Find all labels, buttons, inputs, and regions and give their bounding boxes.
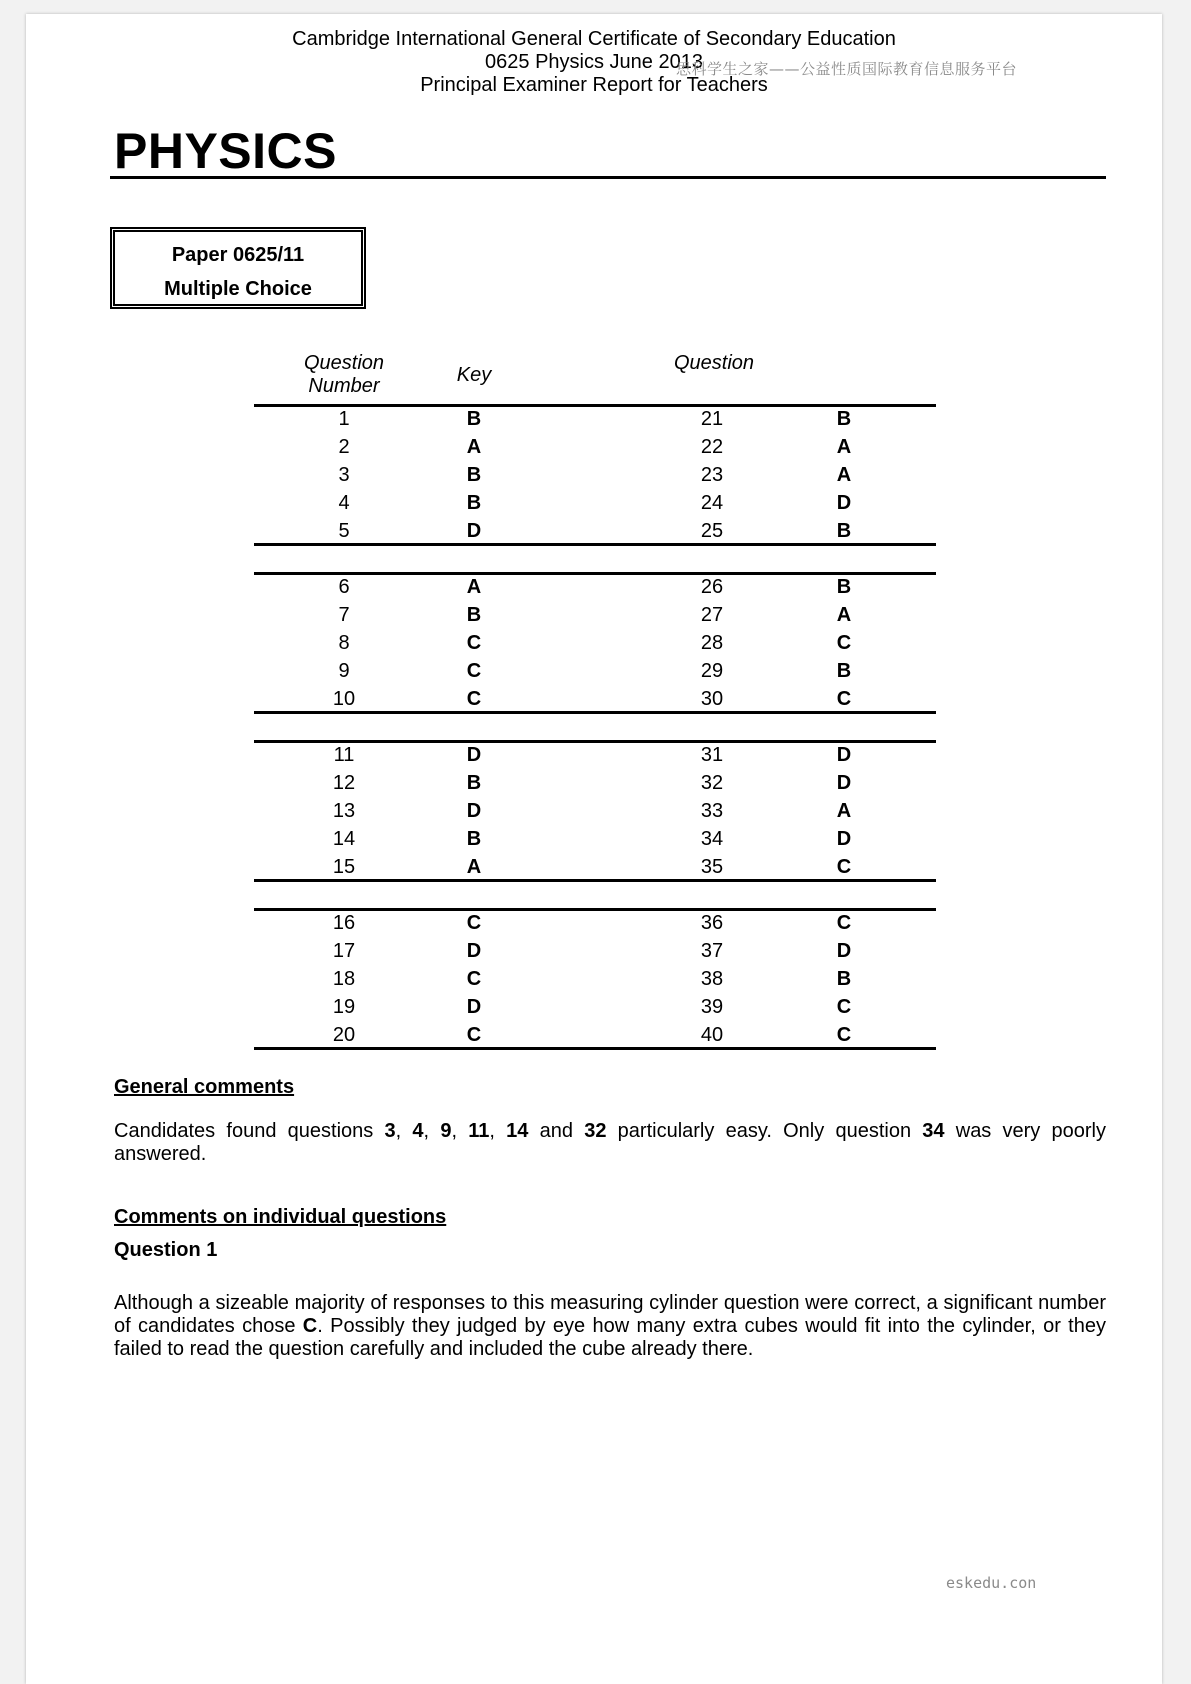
table-rule [254,908,936,911]
question-number-cell: 8 [338,632,350,654]
question-number-cell: 12 [332,772,356,794]
question-number-cell: 22 [700,436,724,458]
answer-key-cell: D [466,996,482,1018]
question-number-cell: 20 [332,1024,356,1046]
answer-key-cell: B [466,772,482,794]
answer-key-cell: D [836,772,852,794]
table-rule [254,543,936,546]
header-line-1: Cambridge International General Certificate of Secondary Education [292,28,896,50]
answer-key-cell: D [836,744,852,766]
text-run: . Possibly they judged by eye how many extra cubes would fit into the cylinder, or they failed to read the question carefully and included the cube already there. [114,1315,1106,1360]
question-number-cell: 32 [700,772,724,794]
individual-comments-heading: Comments on individual questions [114,1206,447,1228]
question-number-cell: 36 [700,912,724,934]
answer-key-cell: A [836,800,852,822]
question-number-cell: 38 [700,968,724,990]
question-number-cell: 5 [338,520,350,542]
question-number-cell: 1 [338,408,350,430]
question-number-cell: 27 [700,604,724,626]
question-number-cell: 16 [332,912,356,934]
bold-text: C [302,1315,318,1337]
question-number-cell: 3 [338,464,350,486]
text-run: Candidates found questions [114,1120,385,1142]
answer-key-cell: B [836,408,852,430]
answer-key-cell: D [466,520,482,542]
answer-key-cell: C [466,1024,482,1046]
header-question: Question [673,352,755,374]
question-number-cell: 6 [338,576,350,598]
text-run: was very poorly answered. [114,1120,1106,1165]
paper-code: Paper 0625/11 [171,244,305,266]
answer-key-cell: C [466,688,482,710]
bold-text: 34 [922,1120,945,1142]
question-1-heading: Question 1 [114,1239,218,1261]
title-divider [110,176,1106,179]
answer-key-cell: C [836,912,852,934]
question-number-cell: 31 [700,744,724,766]
question-number-cell: 10 [332,688,356,710]
bold-text: 4 [412,1120,424,1142]
text-run: , [423,1120,441,1142]
question-number-cell: 4 [338,492,350,514]
question-number-cell: 14 [332,828,356,850]
paper-info-box [110,227,366,309]
general-comments-text [114,1120,1106,1166]
answer-key-cell: B [466,604,482,626]
answer-key-cell: C [466,660,482,682]
page-title: PHYSICS [114,123,338,179]
question-number-cell: 13 [332,800,356,822]
header-question-number: Question Number [303,352,385,397]
answer-key-cell: A [466,576,482,598]
answer-key-cell: C [836,1024,852,1046]
answer-key-cell: A [466,436,482,458]
answer-key-cell: B [466,492,482,514]
answer-key-cell: B [466,464,482,486]
answer-key-cell: C [836,856,852,878]
question-number-cell: 26 [700,576,724,598]
answer-key-cell: B [836,660,852,682]
question-number-cell: 28 [700,632,724,654]
paper-type: Multiple Choice [164,278,312,300]
bold-text: 14 [506,1120,529,1142]
text-run: and [528,1120,585,1142]
header-key: Key [456,364,492,386]
bold-text: 3 [384,1120,396,1142]
table-rule [254,879,936,882]
text-run: , [451,1120,469,1142]
answer-key-cell: B [466,408,482,430]
answer-key-cell: B [836,576,852,598]
question-number-cell: 2 [338,436,350,458]
table-rule [254,404,936,407]
general-comments-heading: General comments [114,1076,295,1098]
header-line-2: 0625 Physics June 2013 [485,51,703,73]
table-rule [254,1047,936,1050]
answer-key-cell: C [466,632,482,654]
table-rule [254,740,936,743]
answer-key-cell: D [836,940,852,962]
text-run: particularly easy. Only question [606,1120,923,1142]
text-run: Although a sizeable majority of responses to this measuring cylinder question were correct, a significant number of candidates chose [114,1292,1106,1337]
answer-key-cell: A [466,856,482,878]
document-page [26,14,1162,1684]
answer-key-cell: D [836,828,852,850]
question-number-cell: 23 [700,464,724,486]
question-number-cell: 21 [700,408,724,430]
bold-text: 11 [468,1120,490,1142]
table-rule [254,711,936,714]
answer-key-cell: D [466,940,482,962]
question-number-cell: 30 [700,688,724,710]
answer-key-cell: C [466,968,482,990]
answer-key-cell: B [466,828,482,850]
question-1-text [114,1292,1106,1361]
question-number-cell: 11 [333,744,355,766]
answer-key-cell: A [836,604,852,626]
text-run: , [489,1120,507,1142]
header-watermark: 思科学生之家——公益性质国际教育信息服务平台 [676,60,1018,78]
question-number-cell: 17 [332,940,356,962]
question-number-cell: 29 [700,660,724,682]
question-number-cell: 15 [332,856,356,878]
bold-text: 32 [584,1120,607,1142]
footer-watermark: eskedu.con [946,1574,1037,1592]
question-number-cell: 25 [700,520,724,542]
answer-key-cell: C [466,912,482,934]
question-number-cell: 34 [700,828,724,850]
question-number-cell: 9 [338,660,350,682]
question-number-cell: 24 [700,492,724,514]
table-rule [254,572,936,575]
bold-text: 9 [440,1120,452,1142]
question-number-cell: 19 [332,996,356,1018]
text-run: , [395,1120,413,1142]
answer-key-cell: A [836,436,852,458]
question-number-cell: 35 [700,856,724,878]
answer-key-cell: C [836,632,852,654]
answer-key-cell: C [836,688,852,710]
question-number-cell: 37 [700,940,724,962]
answer-key-cell: B [836,520,852,542]
answer-key-cell: A [836,464,852,486]
answer-key-cell: D [836,492,852,514]
question-number-cell: 39 [700,996,724,1018]
header-line-3: Principal Examiner Report for Teachers [420,74,768,96]
answer-key-cell: D [466,744,482,766]
question-number-cell: 7 [338,604,350,626]
question-number-cell: 40 [700,1024,724,1046]
answer-key-cell: C [836,996,852,1018]
answer-key-cell: B [836,968,852,990]
answer-key-cell: D [466,800,482,822]
question-number-cell: 33 [700,800,724,822]
question-number-cell: 18 [332,968,356,990]
